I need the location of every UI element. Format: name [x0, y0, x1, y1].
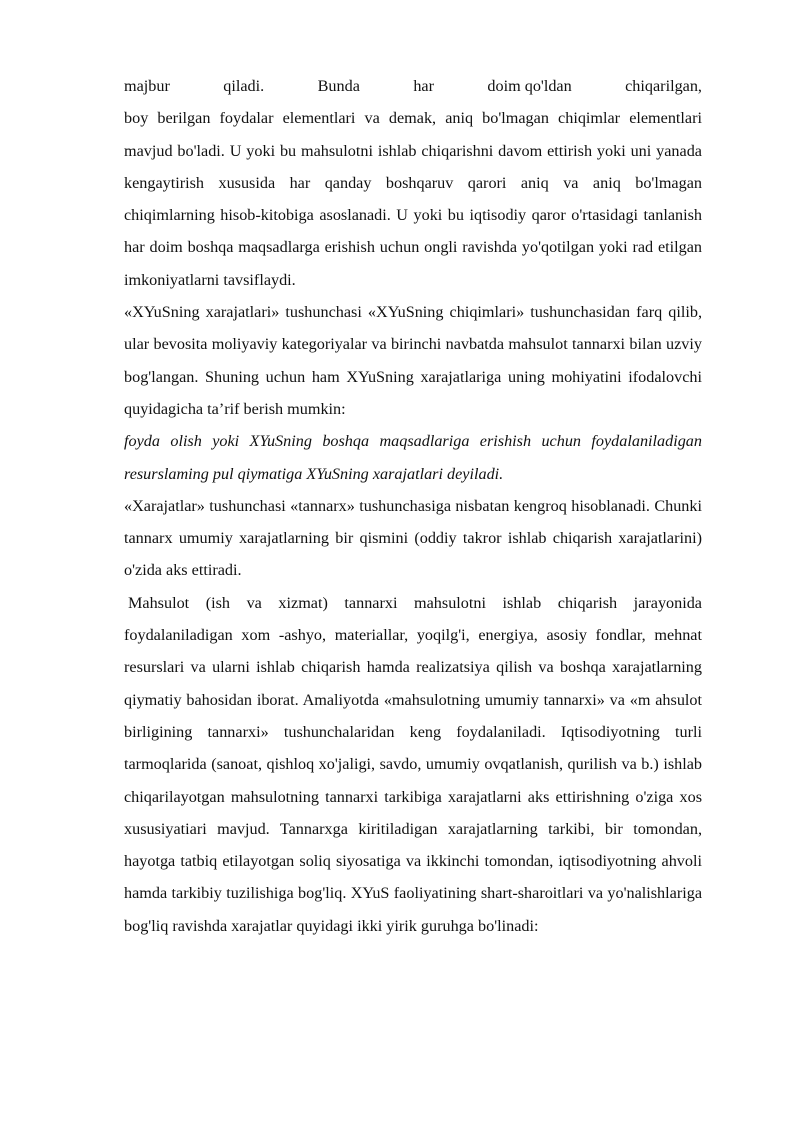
paragraph-4: «Xarajatlar» tushunchasi «tannarx» tushunchasiga nisbatan kengroq hisoblanadi. Chunki tannarx umumiy xarajatlarning bir qismini (oddiy takror ishlab chiqarish xarajatlarini) o'zida aks ettiradi. — [124, 496, 702, 580]
paragraph-definition: foyda olish yoki XYuSning boshqa maqsadlariga erishish uchun foydalaniladigan resurslaming pul qiymatiga XYuSning xarajatlari deyiladi. — [124, 432, 702, 483]
word: doim qo'ldan — [487, 77, 572, 95]
word: chiqarilgan, — [625, 77, 702, 95]
paragraph-1: boy berilgan foydalar elementlari va demak, aniq bo'lmagan chiqimlar elementlari mavjud bo'ladi. U yoki bu mahsulotni ishlab chiqarishni davom ettirish yoki uni yanada kengaytirish xususida har qanday boshqaruv qarori aniq va aniq bo'lmagan chiqimlarning hisob-kitobiga asoslanadi. U yoki bu iqtisodiy qaror o'rtasidagi tanlanish har doim boshqa maqsadlarga erishish uchun ongli ravishda yo'qotilgan yoki rad etilgan imkoniyatlarni tavsiflaydi. — [124, 109, 702, 289]
word: qiladi. — [223, 77, 265, 95]
word: Bunda — [317, 77, 360, 95]
word: majbur — [124, 77, 170, 95]
paragraph-2: «XYuSning xarajatlari» tushunchasi «XYuSning chiqimlari» tushunchasidan farq qilib, ular bevosita moliyaviy kategoriyalar va birinchi navbatda mahsulot tannarxi bilan uzviy bog'langan. Shuning uchun ham XYuSning xarajatlariga uning mohiyatini ifodalovchi quyidagicha ta’rif berish mumkin: — [124, 303, 702, 418]
paragraph-5: Mahsulot (ish va xizmat) tannarxi mahsulotni ishlab chiqarish jarayonida foydalaniladigan xom -ashyo, materiallar, yoqilg'i, energiya, asosiy fondlar, mehnat resurslari va ularni ishlab chiqarish hamda realizatsiya qilish va boshqa xarajatlarning qiymatiy bahosidan iborat. Amaliyotda «mahsulotning umumiy tannarxi» va «m ahsulot birligining tannarxi» tushunchalaridan keng foydalaniladi. Iqtisodiyotning turli tarmoqlarida (sanoat, qishloq xo'jaligi, savdo, umumiy ovqatlanish, qurilish va b.) ishlab chiqarilayotgan mahsulotning tannarxi tarkibiga xarajatlarni aks ettirishning o'ziga xos xususiyatiari mavjud. Tannarxga kiritiladigan xarajatlarning tarkibi, bir tomondan, hayotga tatbiq etilayotgan soliq siyosatiga va ikkinchi tomondan, iqtisodiyotning ahvoli hamda tarkibiy tuzilishiga bog'liq. XYuS faoliyatining shart-sharoitlari va yo'nalishlariga bog'liq ravishda xarajatlar quyidagi ikki yirik guruhga bo'linadi: — [124, 593, 702, 935]
word: har — [413, 77, 434, 95]
first-line — [124, 70, 702, 102]
document-page — [124, 70, 702, 942]
